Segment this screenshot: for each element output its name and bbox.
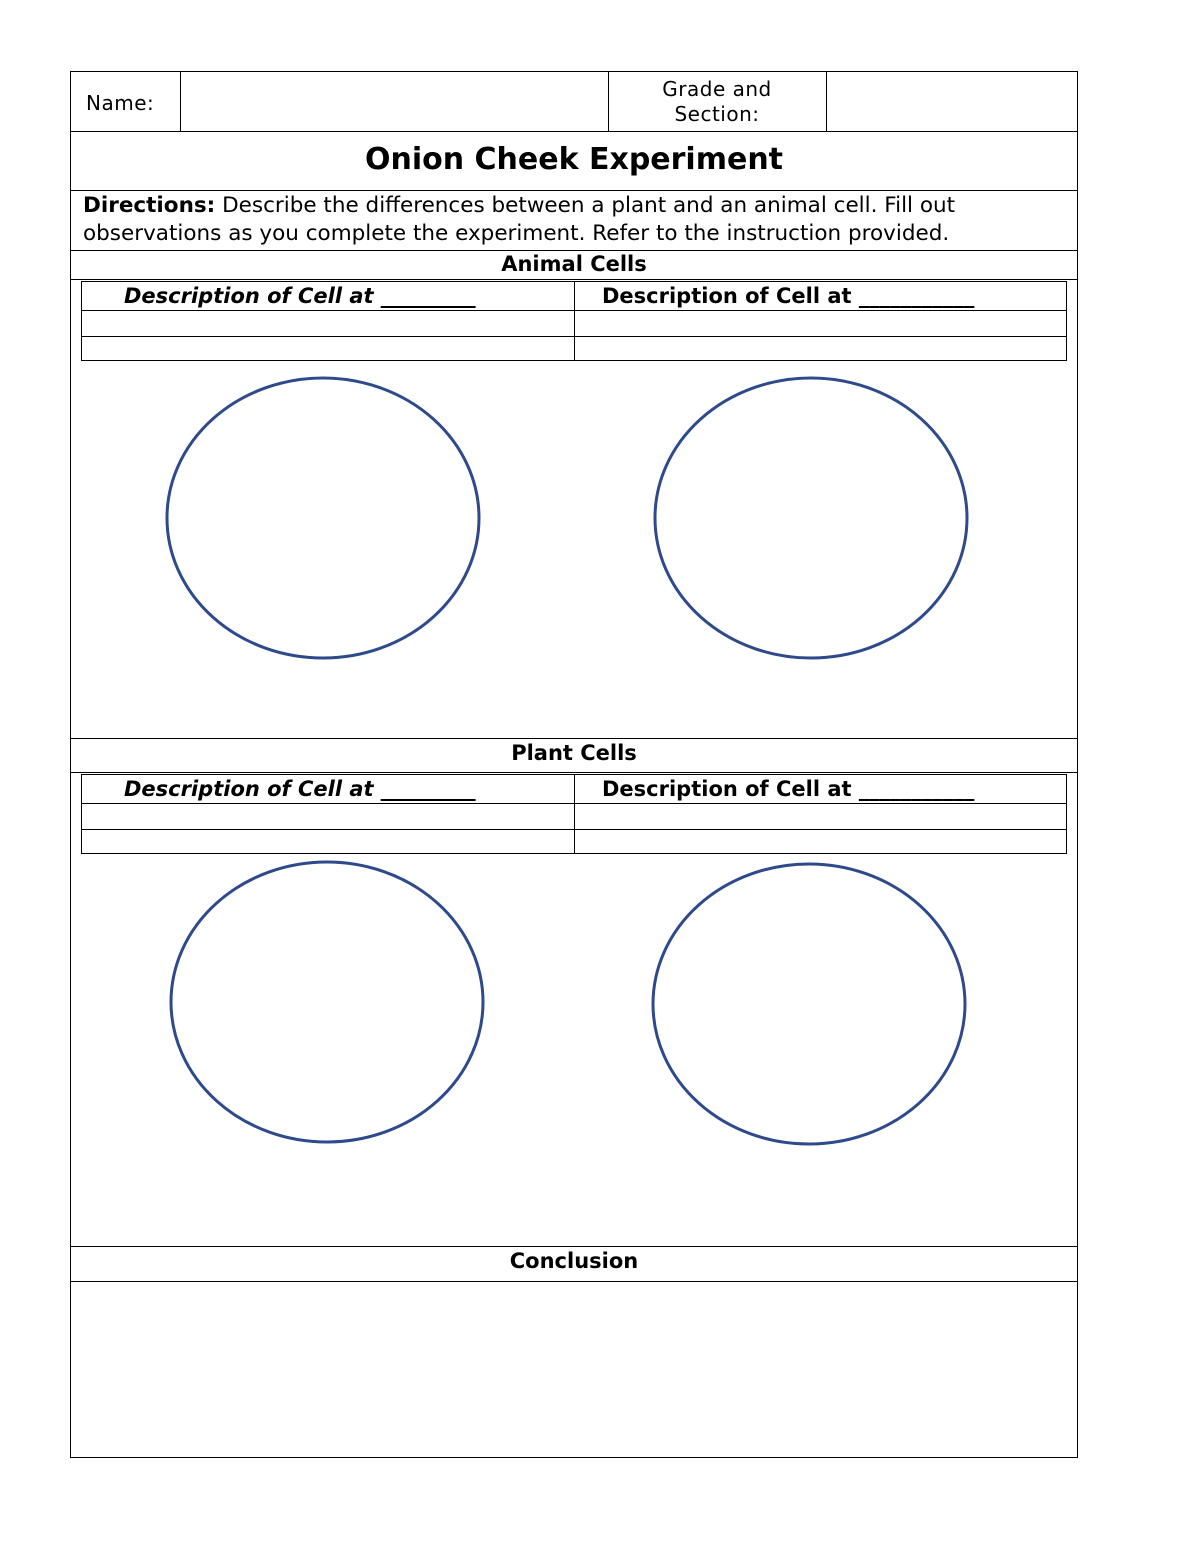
grade-label-line2: Section: xyxy=(674,102,760,126)
directions-label: Directions: xyxy=(83,193,216,218)
plant-col-right-header: Description of Cell at ___________ xyxy=(602,777,975,801)
animal-description-table xyxy=(81,281,1067,361)
name-label: Name: xyxy=(86,91,155,115)
directions-text: Describe the differences between a plant and an animal cell. Fill out observations as you complete the experiment. Refer to the instruction provided. xyxy=(83,193,956,246)
animal-left-cell-2[interactable] xyxy=(82,337,573,360)
plant-left-cell-2[interactable] xyxy=(82,830,573,853)
worksheet xyxy=(70,71,1078,1458)
conclusion-title-bottom-line xyxy=(71,1281,1077,1282)
animal-col-left-header: Description of Cell at _________ xyxy=(124,284,476,308)
animal-left-cell-1[interactable] xyxy=(82,311,573,336)
animal-col-right-header: Description of Cell at ___________ xyxy=(602,284,975,308)
plant-right-cell-1[interactable] xyxy=(575,804,1066,829)
directions-bottom-line xyxy=(71,250,1077,251)
header-divider-3 xyxy=(826,72,827,131)
plant-right-cell-2[interactable] xyxy=(575,830,1066,853)
animal-right-cell-1[interactable] xyxy=(575,311,1066,336)
animal-section-bottom-line xyxy=(71,738,1077,739)
name-field[interactable] xyxy=(182,73,607,130)
conclusion-title: Conclusion xyxy=(509,1249,639,1273)
header-divider-1 xyxy=(180,72,181,131)
plant-section-bottom-line xyxy=(71,1246,1077,1247)
animal-right-cell-2[interactable] xyxy=(575,337,1066,360)
plant-left-cell-1[interactable] xyxy=(82,804,573,829)
directions xyxy=(83,192,1063,248)
header-bottom-line xyxy=(71,131,1077,132)
grade-label-line1: Grade and xyxy=(662,77,772,101)
plant-title-bottom-line xyxy=(71,772,1077,773)
grade-section-label xyxy=(610,77,824,127)
plant-cells-title: Plant Cells xyxy=(511,741,637,765)
animal-cells-title: Animal Cells xyxy=(501,252,647,276)
animal-title-bottom-line xyxy=(71,279,1077,280)
header-divider-2 xyxy=(608,72,609,131)
page-title: Onion Cheek Experiment xyxy=(364,142,784,177)
grade-section-field[interactable] xyxy=(828,73,1076,130)
plant-col-left-header: Description of Cell at _________ xyxy=(124,777,476,801)
conclusion-area[interactable] xyxy=(72,1283,1076,1456)
plant-description-table xyxy=(81,774,1067,854)
title-bottom-line xyxy=(71,190,1077,191)
